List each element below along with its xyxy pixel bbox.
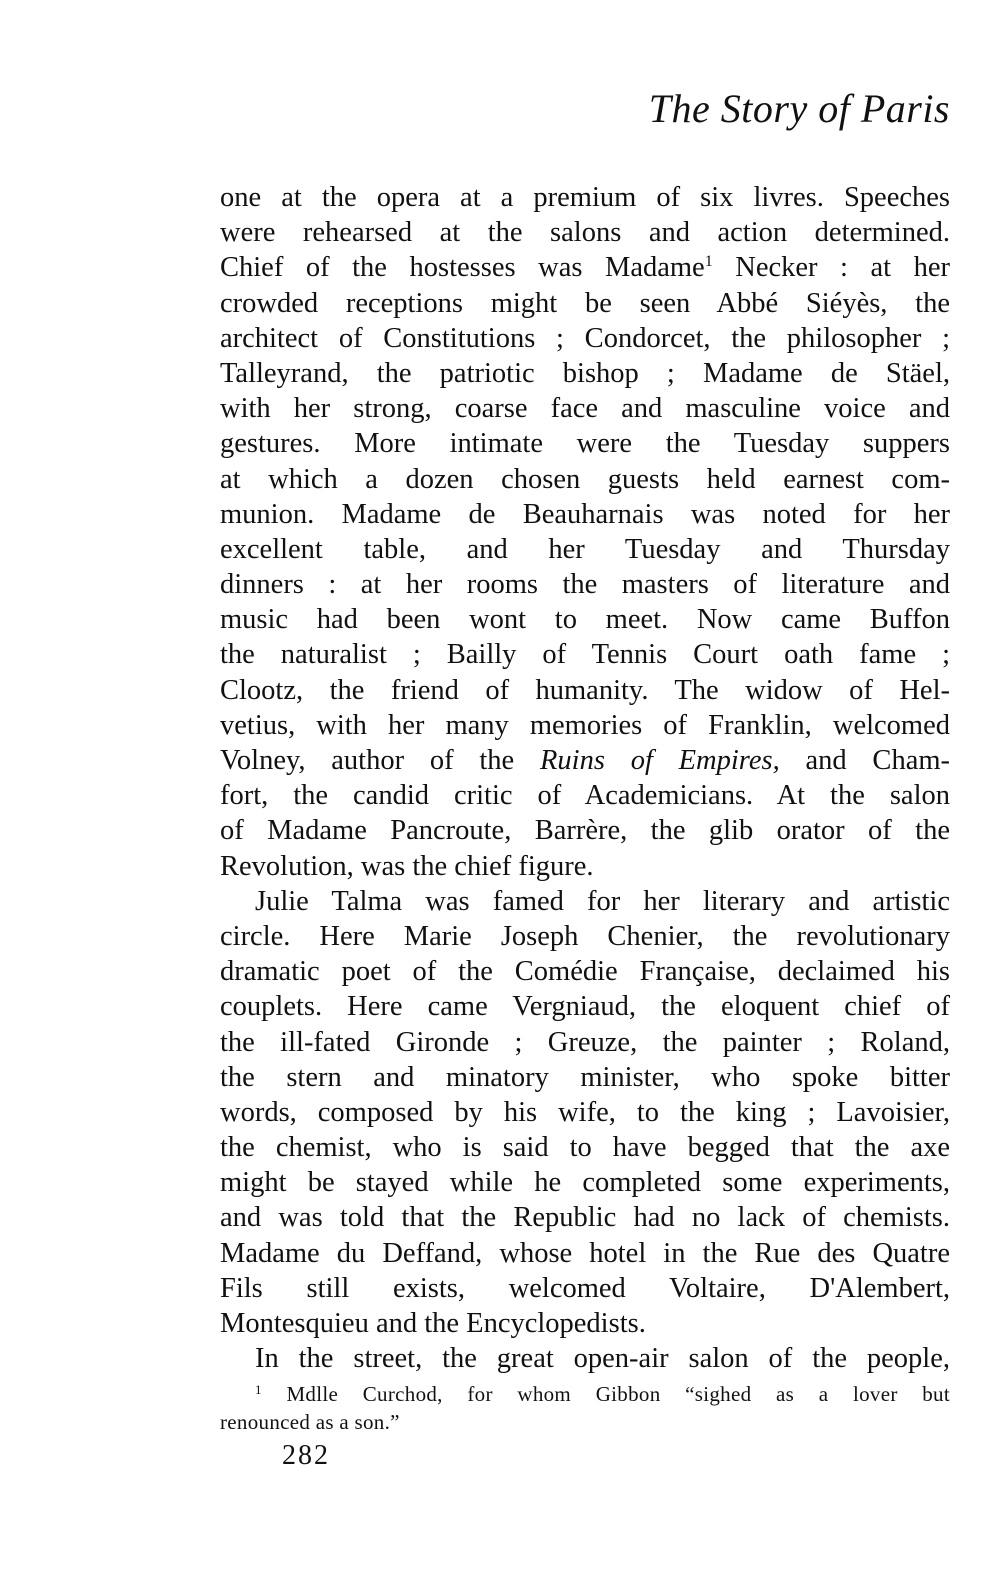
text-line: Julie Talma was famed for her literary and artistic	[255, 885, 950, 917]
text-line: circle. Here Marie Joseph Chenier, the revolutionary	[220, 920, 950, 952]
text-line: with her strong, coarse face and masculine voice and	[220, 393, 950, 425]
text-line: might be stayed while he completed some experiments,	[220, 1167, 950, 1199]
text-line: Clootz, the friend of humanity. The widow of Hel-	[220, 674, 950, 706]
text-line: were rehearsed at the salons and action determined.	[220, 217, 950, 249]
footnote-mark: 1	[255, 1382, 262, 1397]
text-line: the ill-fated Gironde ; Greuze, the painter ; Roland,	[220, 1026, 950, 1058]
running-title: The Story of Paris	[648, 86, 950, 131]
footnote-reference: 1	[704, 253, 713, 271]
text-line: architect of Constitutions ; Condorcet, the philosopher ;	[220, 322, 950, 354]
text-line: the chemist, who is said to have begged that the axe	[220, 1132, 950, 1164]
text-line	[220, 743, 950, 778]
text-line: Talleyrand, the patriotic bishop ; Madame de Stäel,	[220, 357, 950, 389]
footnote-line: renounced as a son.”	[220, 1410, 400, 1434]
text-line: of Madame Pancroute, Barrère, the glib orator of the	[220, 815, 950, 847]
text-line: Madame du Deffand, whose hotel in the Rue des Quatre	[220, 1237, 950, 1269]
text-line: dramatic poet of the Comédie Française, declaimed his	[220, 956, 950, 988]
footnote-text: Mdlle Curchod, for whom Gibbon “sighed as a lover but	[286, 1382, 950, 1406]
text-line: words, composed by his wife, to the king ; Lavoisier,	[220, 1096, 950, 1128]
line-text: and Cham-	[805, 745, 950, 776]
book-title: Ruins of Empires,	[540, 745, 780, 776]
text-line: Montesquieu and the Encyclopedists.	[220, 1308, 646, 1339]
text-line: at which a dozen chosen guests held earnest com-	[220, 463, 950, 495]
text-line: music had been wont to meet. Now came Buffon	[220, 604, 950, 636]
text-line: excellent table, and her Tuesday and Thursday	[220, 533, 950, 565]
text-line: Revolution, was the chief figure.	[220, 850, 594, 882]
text-line: In the street, the great open-air salon of the people,	[255, 1343, 950, 1375]
line-text: Volney, author of the	[220, 745, 515, 776]
text-line: munion. Madame de Beauharnais was noted for her	[220, 498, 950, 530]
footnote-line	[220, 1380, 950, 1408]
text-line: the naturalist ; Bailly of Tennis Court oath fame ;	[220, 639, 950, 671]
body-text	[220, 180, 950, 1376]
text-line: couplets. Here came Vergniaud, the eloquent chief of	[220, 991, 950, 1023]
text-line: Fils still exists, welcomed Voltaire, D'Alembert,	[220, 1272, 950, 1304]
text-line: crowded receptions might be seen Abbé Siéyès, the	[220, 287, 950, 319]
text-line: vetius, with her many memories of Franklin, welcomed	[220, 709, 950, 741]
line-text: Chief of the hostesses was Madame	[220, 252, 705, 284]
footnote	[220, 1380, 950, 1436]
text-line	[220, 250, 950, 285]
text-line: gestures. More intimate were the Tuesday suppers	[220, 428, 950, 460]
page-number: 282	[282, 1440, 330, 1471]
text-line: one at the opera at a premium of six livres. Speeches	[220, 182, 950, 213]
text-line: and was told that the Republic had no lack of chemists.	[220, 1202, 950, 1234]
text-line: dinners : at her rooms the masters of literature and	[220, 569, 950, 601]
text-line: fort, the candid critic of Academicians. At the salon	[220, 780, 950, 812]
line-text: Necker : at her	[735, 252, 950, 284]
text-line: the stern and minatory minister, who spoke bitter	[220, 1061, 950, 1093]
